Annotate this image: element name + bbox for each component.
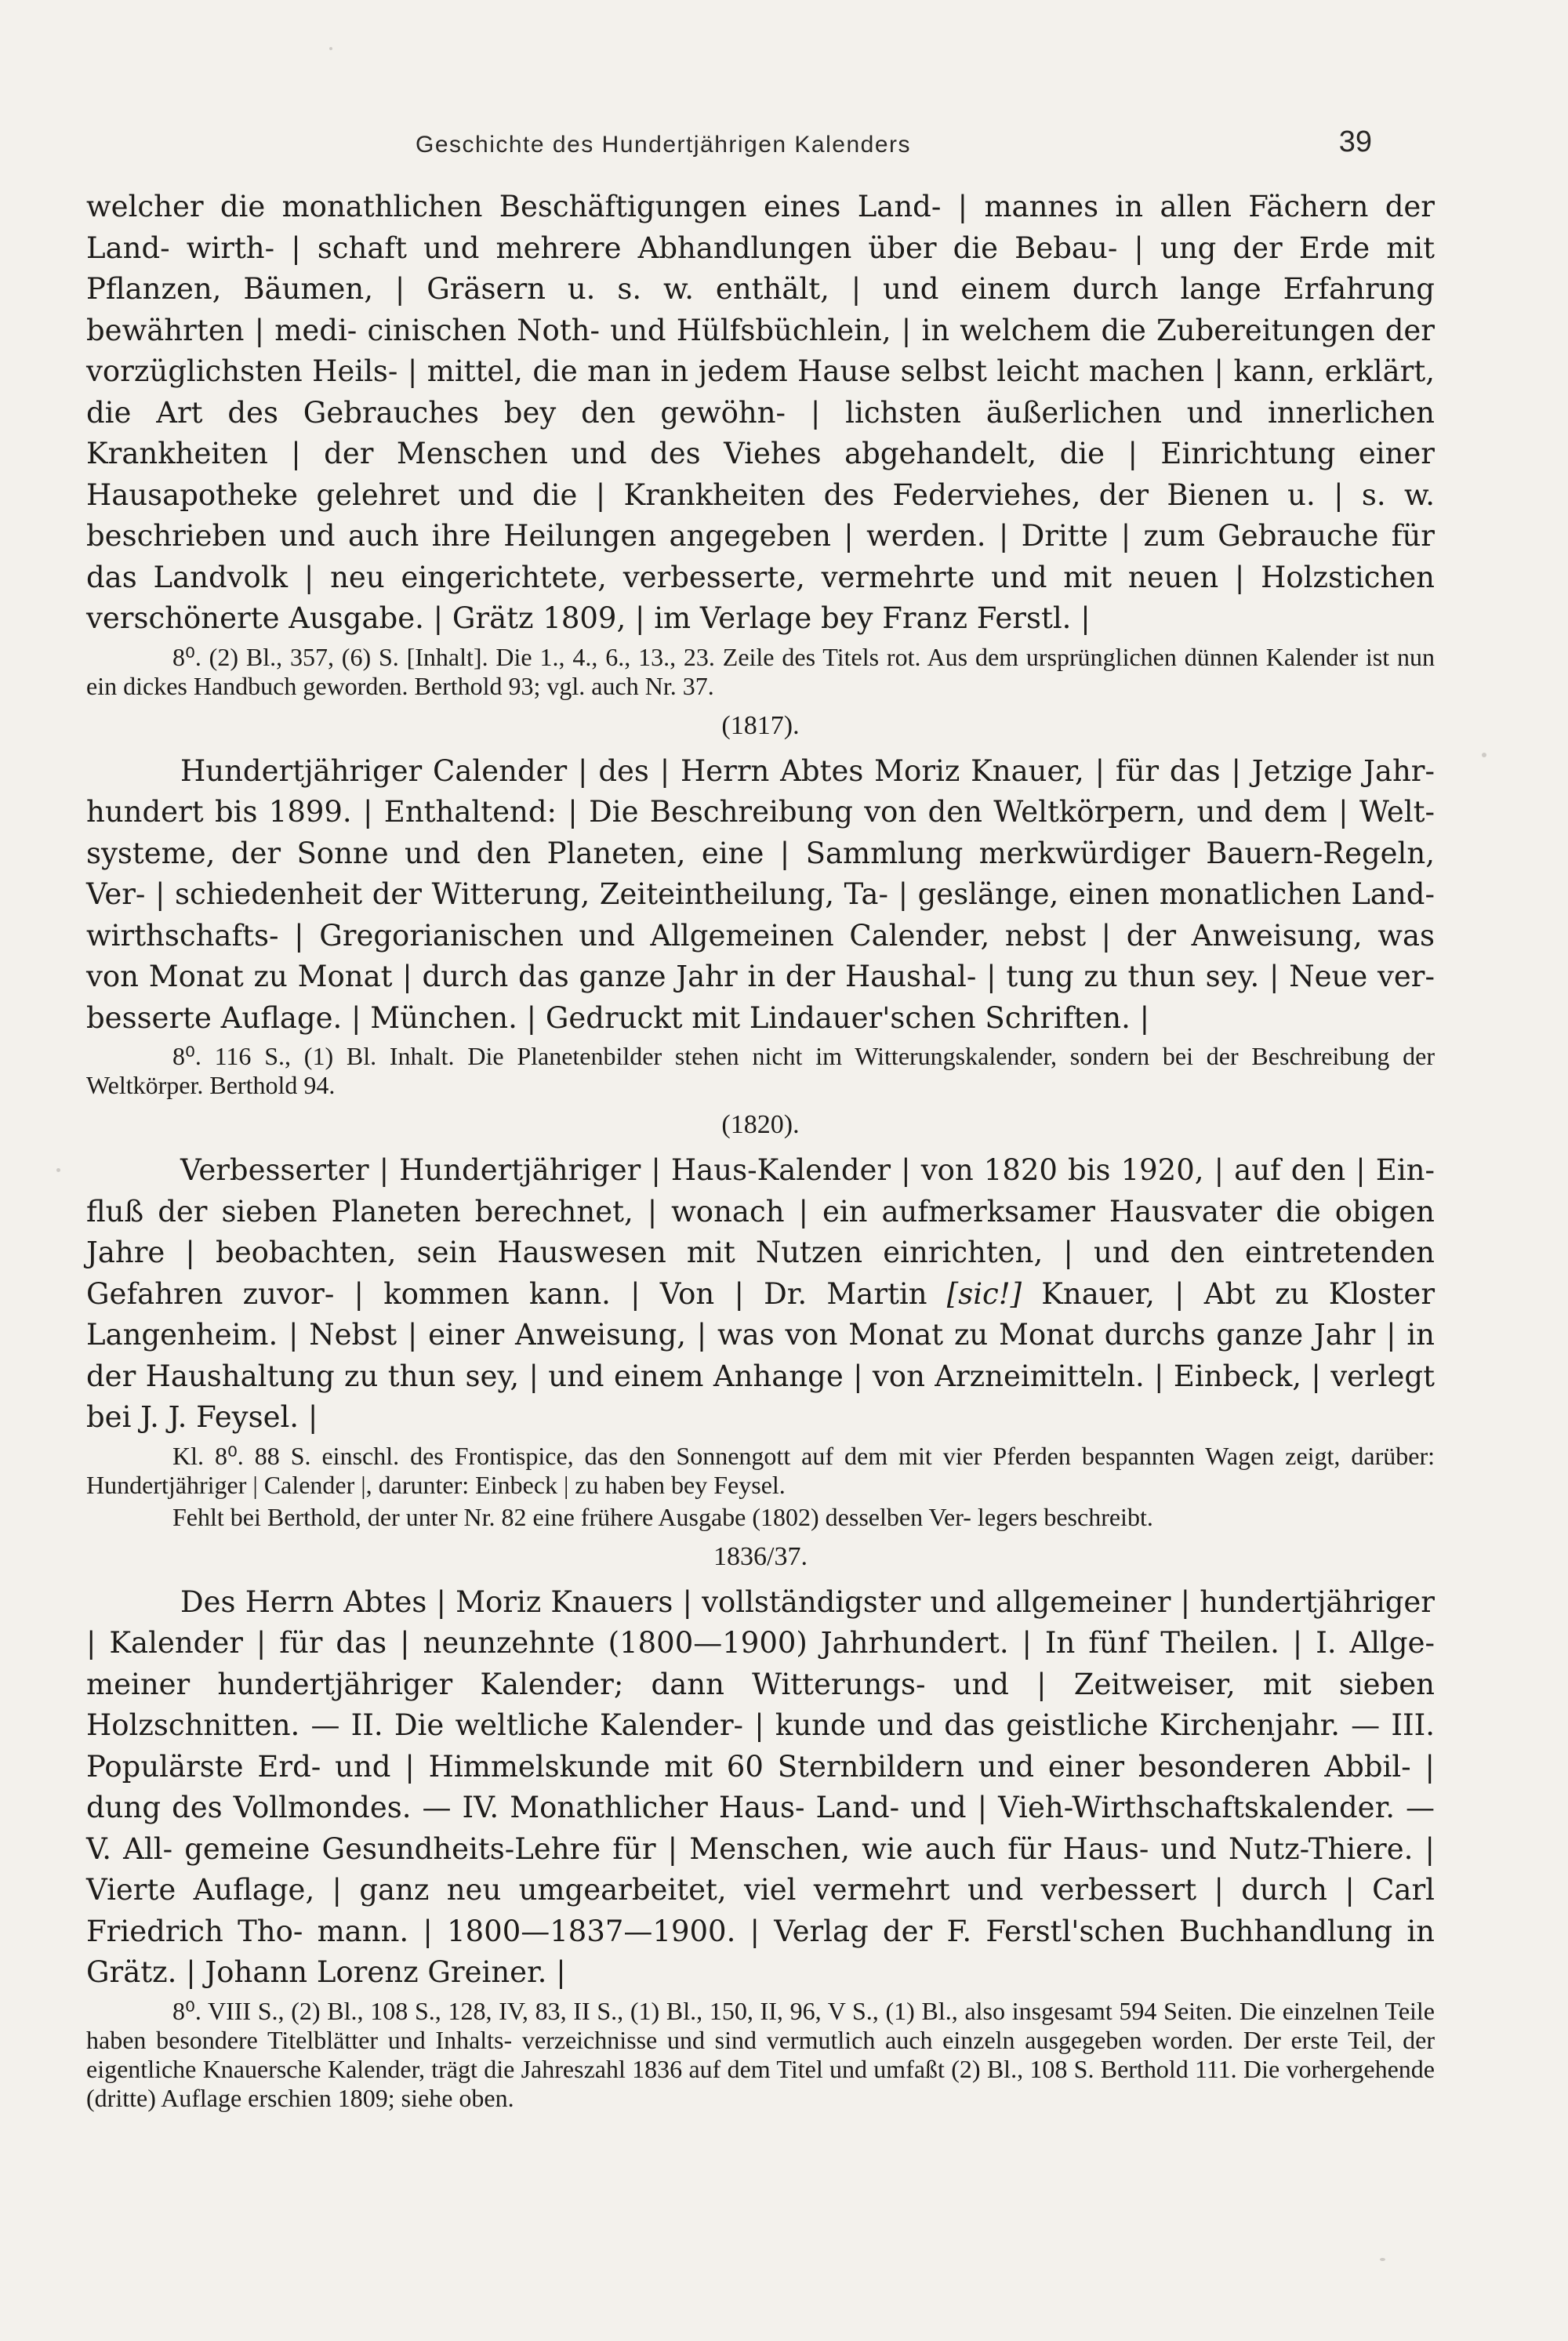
entry-continued [86, 187, 1435, 701]
entry-title: Des Herrn Abtes | Moriz Knauers | vollständigster und allgemeiner | hundertjähriger | Kalender | für das | neunzehnte (1800—1900) Jahrhundert. | In fünf Theilen. | I. Allge- meiner hundertjähriger Kalender; dann Witterungs- und | Zeitweiser, mit sieben Holzschnitten. — II. Die weltliche Kalender- | kunde und das geistliche Kirchenjahr. — III. Populärste Erd- und | Himmelskunde mit 60 Sternbildern und einer besonderen Abbil- | dung des Vollmondes. — IV. Monathlicher Haus- Land- und | Vieh-Wirthschaftskalender. — V. All- gemeine Gesundheits-Lehre für | Menschen, wie auch für Haus- und Nutz-Thiere. | Vierte Auflage, | ganz neu umgearbeitet, viel vermehrt und verbessert | durch | Carl Friedrich Tho- mann. | 1800—1837—1900. | Verlag der F. Ferstl'schen Buchhandlung in Grätz. | Johann Lorenz Greiner. | [86, 1584, 1435, 1989]
entry-title [86, 1150, 1435, 1439]
entry-year: (1817). [721, 710, 800, 740]
paper-speck [56, 1168, 60, 1172]
entry-1820 [86, 1109, 1435, 1532]
entry-title: welcher die monathlichen Beschäftigungen eines Land- | mannes in allen Fächern der Land- wirth- | schaft und mehrere Abhandlungen über die Bebau- | ung der Erde mit Pflanzen, Bäumen, | Gräsern u. s. w. enthält, | und einem durch lange Erfahrung bewährten | medi- cinischen Noth- und Hülfsbüchlein, | in welchem die Zubereitungen der vorzüglichsten Heils- | mittel, die man in jedem Hause selbst leicht machen | kann, erklärt, die Art des Gebrauches bey den gewöhn- | lichsten äußerlichen und innerlichen Krankheiten | der Menschen und des Viehes abgehandelt, die | Einrichtung einer Hausapotheke gelehret und die | Krankheiten des Federviehes, der Bienen u. | s. w. beschrieben und auch ihre Heilungen angegeben | werden. | Dritte | zum Gebrauche für das Landvolk | neu eingerichtete, verbesserte, vermehrte und mit neuen | Holzstichen verschönerte Ausgabe. | Grätz 1809, | im Verlage bey Franz Ferstl. | [86, 190, 1435, 635]
entry-note: 8⁰. 116 S., (1) Bl. Inhalt. Die Planetenbilder stehen nicht im Witterungskalender, sondern bei der Beschreibung der Weltkörper. Berthold 94. [86, 1042, 1435, 1099]
entry-note-secondary: Fehlt bei Berthold, der unter Nr. 82 eine frühere Ausgabe (1802) desselben Ver- legers beschreibt. [172, 1502, 1153, 1531]
paper-speck [329, 47, 332, 50]
entry-year: (1820). [721, 1110, 800, 1139]
entry-note: Kl. 8⁰. 88 S. einschl. des Frontispice, das den Sonnengott auf dem mit vier Pferden bespannten Wagen zeigt, darüber: Hundertjähriger | Calender |, darunter: Einbeck | zu haben bey Feysel. [86, 1441, 1435, 1499]
page-number: 39 [1338, 125, 1372, 158]
entry-1836 [86, 1541, 1435, 2113]
paper-speck [1380, 2258, 1385, 2261]
sic-annotation: [sic!] [946, 1276, 1022, 1311]
title-part: Verbesserter | Hundertjähriger | Haus-Kalender | von 1820 bis 1920, | auf den | Ein- fluß der sieben Planeten berechnet, | wonach | ein aufmerksamer Hausvater die obigen Jahre | beobachten, sein Hauswesen mit Nutzen einrichten, | und den eintretenden Gefahren zuvor- | kommen kann. | Von | Dr. Martin [86, 1153, 1435, 1311]
entry-1817 [86, 710, 1435, 1101]
paper-speck [1482, 753, 1486, 757]
entry-note: 8⁰. VIII S., (2) Bl., 108 S., 128, IV, 83, II S., (1) Bl., 150, II, 96, V S., (1) Bl., also insgesamt 594 Seiten. Die einzelnen Teile haben besondere Titelblätter und Inhalts- verzeichnisse und sind vermutlich auch einzeln ausgegeben worden. Der erste Teil, der eigentliche Knauersche Kalender, trägt die Jahreszahl 1836 auf dem Titel und umfaßt (2) Bl., 108 S. Berthold 111. Die vorhergehende (dritte) Auflage erschien 1809; siehe oben. [86, 1996, 1435, 2112]
title-part: Knauer, | Abt zu Kloster Langenheim. | Nebst | einer Anweisung, | was von Monat zu Monat durchs ganze Jahr | in der Haushaltung zu thun sey, | und einem Anhange | von Arzneimitteln. | Einbeck, | verlegt bei J. J. Feysel. | [86, 1276, 1436, 1434]
page-body [86, 187, 1435, 2113]
entry-note: 8⁰. (2) Bl., 357, (6) S. [Inhalt]. Die 1., 4., 6., 13., 23. Zeile des Titels rot. Aus dem ursprünglichen dünnen Kalender ist nun ein dickes Handbuch geworden. Berthold 93; vgl. auch Nr. 37. [86, 642, 1435, 700]
running-title: Geschichte des Hundertjährigen Kalenders [416, 132, 912, 158]
entry-title: Hundertjähriger Calender | des | Herrn Abtes Moriz Knauer, | für das | Jetzige Jahr- hundert bis 1899. | Enthaltend: | Die Beschreibung von den Weltkörpern, und dem | Welt- systeme, der Sonne und den Planeten, eine | Sammlung merkwürdiger Bauern-Regeln, Ver- | schiedenheit der Witterung, Zeiteintheilung, Ta- | geslänge, einen monatlichen Land- wirthschafts- | Gregorianischen und Allgemeinen Calender, nebst | der Anweisung, was von Monat zu Monat | durch das ganze Jahr in der Haushal- | tung zu thun sey. | Neue ver- besserte Auflage. | München. | Gedruckt mit Lindauer'schen Schriften. | [86, 753, 1435, 1035]
entry-year: 1836/37. [713, 1541, 808, 1571]
